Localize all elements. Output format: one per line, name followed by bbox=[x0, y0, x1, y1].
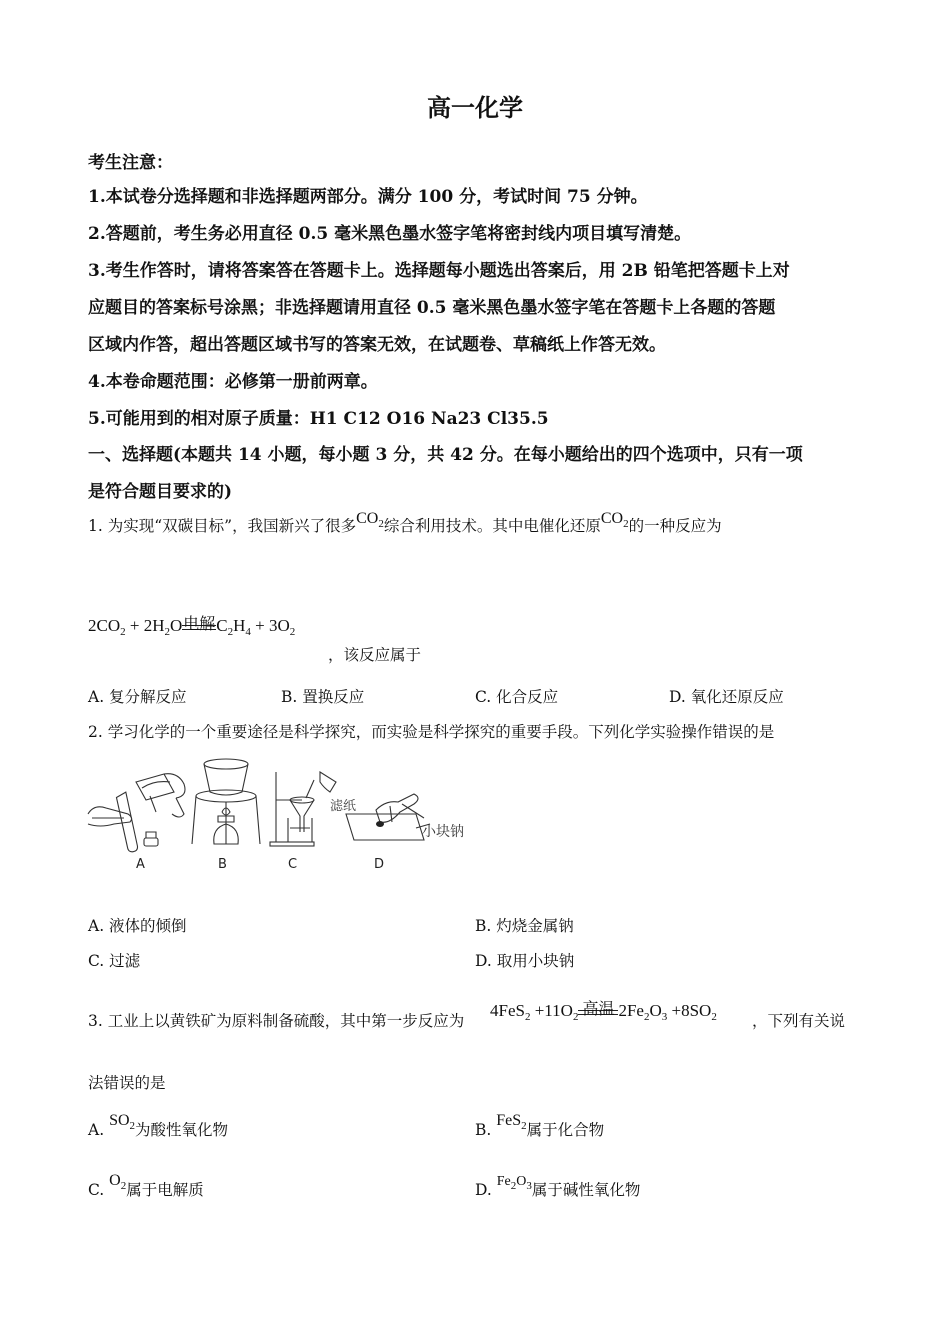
figure-label-d: D bbox=[374, 857, 385, 872]
notice-line-5: 5.可能用到的相对原子质量：H1 C12 O16 Na23 Cl35.5 bbox=[88, 409, 549, 429]
q1-option-a[interactable]: A. 复分解反应 bbox=[88, 688, 187, 706]
q1-text-c: 的一种反应为 bbox=[628, 517, 722, 535]
q3-option-a[interactable]: A. $SO_2$为酸性氧化物 bbox=[88, 1112, 229, 1139]
q1-text-a: 1. 为实现“双碳目标”，我国新兴了很多 bbox=[88, 517, 357, 535]
section-heading-line-2: 是符合题目要求的) bbox=[88, 482, 233, 502]
page-title: 高一化学 bbox=[427, 93, 523, 122]
figure-c-filtration bbox=[270, 772, 336, 846]
q1-text-b: 综合利用技术。其中电催化还原 bbox=[383, 517, 601, 535]
q1-stem bbox=[88, 510, 722, 538]
q1-co2-b: $CO_2$ bbox=[600, 510, 629, 530]
notice-line-1: 1.本试卷分选择题和非选择题两部分。满分 100 分，考试时间 75 分钟。 bbox=[88, 187, 648, 207]
figure-b-crucible bbox=[192, 759, 260, 844]
figure-a-pouring bbox=[88, 774, 185, 853]
q3-option-d[interactable]: D. $Fe_2O_3$属于碱性氧化物 bbox=[475, 1174, 641, 1199]
figure-label-c: C bbox=[288, 857, 298, 872]
q2-option-d[interactable]: D. 取用小块钠 bbox=[475, 952, 575, 970]
q2-option-b[interactable]: B. 灼烧金属钠 bbox=[475, 917, 574, 935]
q1-co2-a: $CO_2$ bbox=[356, 510, 384, 530]
q1-option-b[interactable]: B. 置换反应 bbox=[281, 688, 365, 706]
q2-option-a[interactable]: A. 液体的倾倒 bbox=[88, 917, 187, 935]
q1-tail: ，该反应属于 bbox=[328, 646, 422, 664]
q3-option-c[interactable]: C. $O_2$属于电解质 bbox=[88, 1172, 204, 1199]
q2-apparatus-figure bbox=[84, 752, 484, 880]
notice-line-2: 2.答题前，考生务必用直径 0.5 毫米黑色墨水签字笔将密封线内项目填写清楚。 bbox=[88, 224, 692, 244]
q3-equation: $4FeS_2 +11O_2$ 高温 $2Fe_2O_3 +8SO_2$ bbox=[490, 999, 717, 1023]
figure-label-small-sodium: 小块钠 bbox=[422, 824, 464, 840]
notice-line-3a: 3.考生作答时，请将答案答在答题卡上。选择题每小题选出答案后，用 2B 铅笔把答题卡上对 bbox=[88, 261, 790, 281]
section-heading-line-1: 一、选择题(本题共 14 小题，每小题 3 分，共 42 分。在每小题给出的四个选项中，只有一项 bbox=[88, 445, 803, 465]
figure-d-sodium bbox=[346, 794, 430, 840]
q2-option-c[interactable]: C. 过滤 bbox=[88, 952, 141, 970]
q1-equation: $2CO_2 + 2H_2O$ 电解 $C_2H_4 + 3O_2$ bbox=[88, 614, 296, 638]
q1-option-c[interactable]: C. 化合反应 bbox=[475, 688, 559, 706]
q1-option-d[interactable]: D. 氧化还原反应 bbox=[669, 688, 784, 706]
figure-label-a: A bbox=[136, 857, 145, 872]
q3-stem-a: 3. 工业上以黄铁矿为原料制备硫酸，其中第一步反应为 bbox=[88, 1012, 465, 1030]
q3-stem-c: 法错误的是 bbox=[88, 1074, 166, 1092]
notice-line-3c: 区域内作答，超出答题区域书写的答案无效，在试题卷、草稿纸上作答无效。 bbox=[88, 335, 666, 355]
notice-line-4: 4.本卷命题范围：必修第一册前两章。 bbox=[88, 372, 378, 392]
q3-option-b[interactable]: B. FeS$_2$属于化合物 bbox=[475, 1112, 605, 1139]
q3-stem-b: ，下列有关说 bbox=[752, 1012, 846, 1030]
q2-stem: 2. 学习化学的一个重要途径是科学探究，而实验是科学探究的重要手段。下列化学实验操作错误的是 bbox=[88, 723, 775, 741]
notice-line-3b: 应题目的答案标号涂黑；非选择题请用直径 0.5 毫米黑色墨水签字笔在答题卡上各题的答题 bbox=[88, 298, 776, 318]
figure-label-b: B bbox=[218, 857, 227, 872]
notice-heading: 考生注意： bbox=[88, 153, 173, 173]
figure-label-filter-paper: 滤纸 bbox=[330, 799, 357, 814]
